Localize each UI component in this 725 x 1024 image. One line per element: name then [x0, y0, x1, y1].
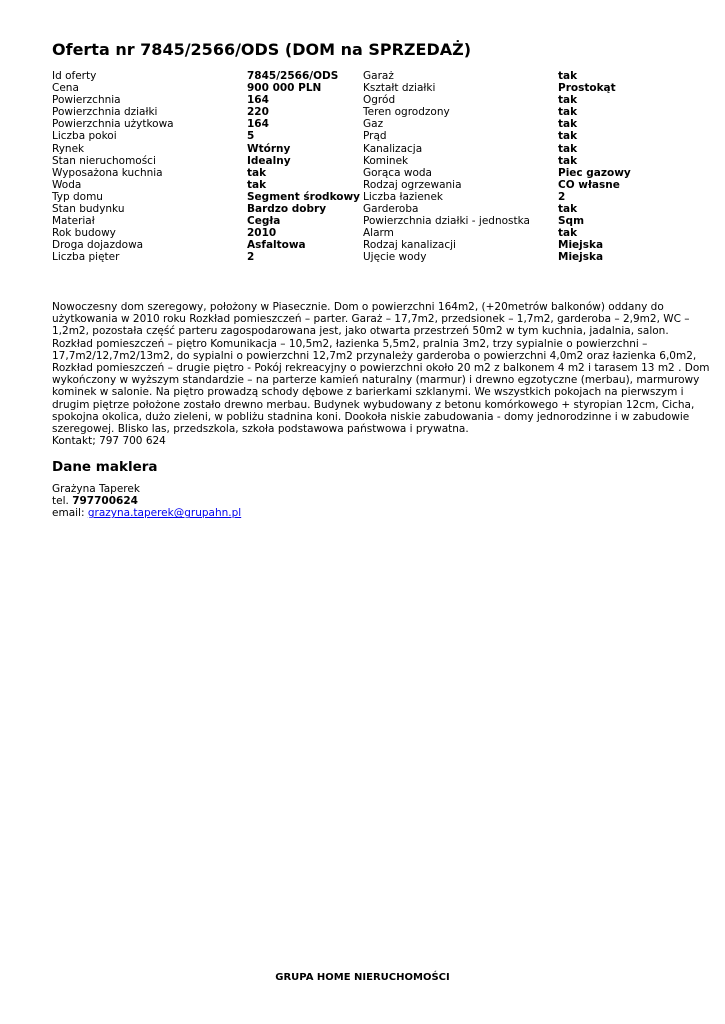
property-label: Rynek [52, 142, 85, 155]
agent-phone: 797700624 [72, 495, 138, 508]
description-line: Nowoczesny dom szeregowy, położony w Piasecznie. Dom o powierzchni 164m2, (+20metrów balkonów) oddany do [52, 301, 664, 313]
property-value: 2 [247, 251, 255, 264]
description-line: 17,7m2/12,7m2/13m2, do sypialni o powierzchni 12,7m2 przynależy garderoba o powierzchni 4,0m2 oraz łazienka 6,0m2, [52, 349, 697, 362]
property-row [52, 118, 631, 130]
property-value: Miejska [558, 239, 604, 252]
property-value: Cegła [247, 215, 281, 228]
property-value: Idealny [247, 154, 291, 167]
property-row [52, 239, 631, 251]
property-value: Bardzo dobry [247, 203, 327, 216]
property-value: tak [558, 106, 578, 119]
property-label: Woda [52, 178, 82, 191]
property-value: 2 [558, 190, 566, 203]
property-label: Materiał [52, 215, 95, 228]
property-value: tak [558, 154, 578, 167]
description-line: spokojna okolica, dużo zieleni, w pobliżu stadnina koni. Dookoła niskie zabudowania - domy jednorodzinne i w zabudowie [52, 410, 690, 423]
description-line: kominek w salonie. Na piętro prowadzą schody dębowe z barierkami szklanymi. We wszystkich pokojach na pierwszym i [52, 386, 684, 399]
property-row [52, 227, 631, 239]
property-label: Powierzchnia działki [52, 106, 158, 119]
agent-phone-line [52, 495, 241, 507]
agent-phone-label: tel. [52, 495, 69, 508]
property-label: Liczba pięter [52, 251, 120, 264]
property-label: Id oferty [52, 70, 97, 82]
property-label: Powierzchnia [52, 94, 121, 107]
property-value: tak [558, 142, 578, 155]
property-value: 5 [247, 130, 255, 143]
property-label: Liczba pokoi [52, 130, 117, 143]
property-row [52, 215, 631, 227]
description-line: 1,2m2, pozostała część parteru zagospodarowana jest, jako otwarta przestrzeń 50m2 w tym kuchnia, jadalnia, salon. [52, 325, 669, 338]
property-label: Gaz [363, 118, 384, 131]
property-value: tak [558, 70, 578, 82]
property-value: 7845/2566/ODS [247, 70, 339, 82]
description-line: drugim piętrze położone zostało drewno merbau. Budynek wybudowany z betonu komórkowego + styropian 12cm, Cicha, [52, 398, 695, 411]
property-label: Droga dojazdowa [52, 239, 144, 252]
property-label: Kształt działki [363, 82, 436, 95]
property-row [52, 251, 631, 263]
offer-title: Oferta nr 7845/2566/ODS (DOM na SPRZEDAŻ) [52, 40, 472, 59]
property-value: tak [558, 203, 578, 216]
agent-email-link[interactable]: grazyna.taperek@grupahn.pl [87, 507, 242, 520]
property-row [52, 106, 631, 118]
property-label: Rodzaj ogrzewania [363, 178, 462, 191]
property-value: Wtórny [247, 142, 291, 155]
property-label: Garaż [363, 70, 394, 82]
property-value: 164 [247, 118, 269, 131]
property-label: Stan budynku [52, 203, 125, 216]
property-label: Ujęcie wody [363, 251, 427, 264]
property-label: Cena [52, 82, 79, 95]
property-label: Typ domu [52, 190, 103, 203]
property-value: Sqm [558, 215, 585, 228]
property-value: CO własne [558, 178, 620, 191]
property-label: Garderoba [363, 203, 419, 216]
property-row [52, 70, 631, 82]
description-line: wykończony w wyższym standardzie – na parterze kamień naturalny (marmur) i drewno egzotyczne (merbau), marmurowy [52, 374, 700, 387]
property-row [52, 167, 631, 179]
property-row [52, 179, 631, 191]
description-line: Kontakt; 797 700 624 [52, 435, 166, 448]
property-value: Miejska [558, 251, 604, 264]
property-row [52, 94, 631, 106]
offer-description [52, 301, 710, 448]
agent-details [52, 483, 241, 520]
property-label: Liczba łazienek [363, 190, 443, 203]
property-value: Piec gazowy [558, 166, 631, 179]
property-label: Rodzaj kanalizacji [363, 239, 456, 252]
property-value: tak [247, 166, 267, 179]
agent-email-line [52, 507, 241, 519]
property-row [52, 82, 631, 94]
property-value: Asfaltowa [247, 239, 306, 252]
property-details-table [52, 70, 631, 264]
property-row [52, 191, 631, 203]
property-label: Kominek [363, 154, 409, 167]
footer-company: GRUPA HOME NIERUCHOMOŚCI [275, 972, 450, 983]
property-label: Stan nieruchomości [52, 154, 156, 167]
property-label: Rok budowy [52, 227, 116, 240]
property-label: Prąd [363, 130, 387, 143]
property-value: tak [558, 227, 578, 240]
property-label: Kanalizacja [363, 142, 423, 155]
property-label: Powierzchnia użytkowa [52, 118, 174, 131]
property-label: Powierzchnia działki - jednostka [363, 215, 530, 228]
description-line: Rozkład pomieszczeń – drugie piętro - Pokój rekreacyjny o powierzchni około 20 m2 z balkonem 4 m2 i tarasem 13 m2 . Dom [52, 362, 710, 375]
property-value: tak [247, 178, 267, 191]
property-label: Gorąca woda [363, 166, 432, 179]
property-value: Prostokąt [558, 82, 616, 95]
property-value: 2010 [247, 227, 277, 240]
property-label: Wyposażona kuchnia [52, 166, 163, 179]
property-label: Ogród [363, 94, 396, 107]
property-value: tak [558, 118, 578, 131]
description-line: użytkowania w 2010 roku Rozkład pomieszczeń – parter. Garaż – 17,7m2, przedsionek – 1,7m2, garderoba – 2,9m2, WC – [52, 313, 690, 326]
description-line: szeregowej. Blisko las, przedszkola, szkoła podstawowa państwowa i prywatna. [52, 423, 469, 436]
agent-name: Grażyna Taperek [52, 483, 140, 495]
property-row [52, 155, 631, 167]
agent-email-label: email: [52, 507, 85, 520]
description-line: Rozkład pomieszczeń – piętro Komunikacja – 10,5m2, łazienka 5,5m2, pralnia 3m2, trzy sypialnie o powierzchni – [52, 337, 648, 350]
agent-heading: Dane maklera [52, 459, 158, 475]
property-label: Alarm [363, 227, 394, 240]
property-row [52, 130, 631, 142]
property-label: Teren ogrodzony [363, 106, 450, 119]
property-value: 164 [247, 94, 269, 107]
property-value: tak [558, 94, 578, 107]
property-value: 220 [247, 106, 269, 119]
property-row [52, 203, 631, 215]
property-value: tak [558, 130, 578, 143]
property-value: 900 000 PLN [247, 82, 322, 95]
property-value: Segment środkowy [247, 190, 361, 203]
property-row [52, 143, 631, 155]
